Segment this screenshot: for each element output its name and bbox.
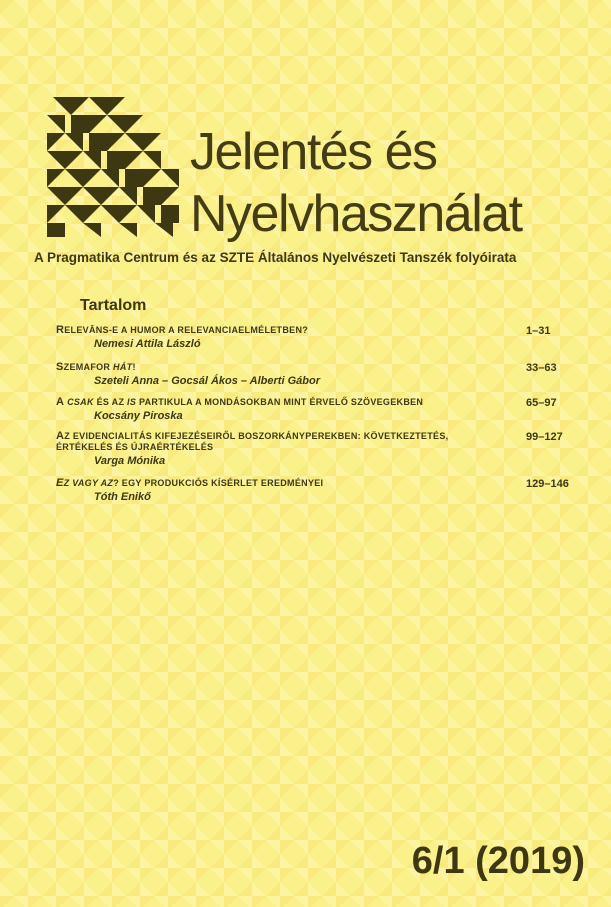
contents-heading: Tartalom — [80, 297, 147, 314]
article-author: Tóth Enikő — [94, 491, 151, 503]
article-pages: 129–146 — [526, 478, 569, 490]
article-author: Nemesi Attila László — [94, 338, 201, 350]
journal-title-line-2: Nyelvhasználat — [190, 185, 522, 243]
article-title: A CSAK ÉS AZ IS PARTIKULA A MONDÁSOKBAN MINT ÉRVELŐ SZÖVEGEKBEN — [56, 396, 424, 408]
contents-entry-4 — [56, 431, 576, 467]
journal-subtitle: A Pragmatika Centrum és az SZTE Általános Nyelvészeti Tanszék folyóirata — [34, 250, 517, 265]
article-pages: 1–31 — [526, 325, 551, 337]
contents-entry-5 — [56, 478, 576, 503]
article-pages: 65–97 — [526, 397, 557, 409]
article-pages: 33–63 — [526, 362, 557, 374]
article-title: RELEVĀNS-E A HUMOR A RELEVANCIAELMÉLETBEN? — [56, 324, 309, 336]
article-title: SZEMAFOR HÁT! — [56, 361, 136, 373]
contents-entry-3 — [56, 397, 576, 422]
article-author: Varga Mónika — [94, 455, 166, 467]
issue-number: 6/1 (2019) — [411, 840, 585, 882]
triangle-grid-logo-icon — [47, 97, 187, 237]
article-pages: 99–127 — [526, 431, 563, 443]
journal-title-line-1: Jelentés és — [190, 123, 437, 181]
contents-entry-2 — [56, 362, 576, 387]
article-author: Szeteli Anna – Gocsál Ákos – Alberti Gábor — [94, 375, 320, 387]
article-title: EZ VAGY AZ? EGY PRODUKCIÓS KÍSÉRLET EREDMÉNYEI — [56, 477, 324, 489]
contents-entry-1 — [56, 325, 576, 350]
article-author: Kocsány Piroska — [94, 410, 183, 422]
article-title: AZ EVIDENCIALITÁS KIFEJEZÉSEIRŐL BOSZORKÁNYPEREKBEN: KÖVETKEZTETÉS, ÉRTÉKELÉS ÉS ÚJRAÉRTÉKELÉS — [56, 430, 449, 452]
